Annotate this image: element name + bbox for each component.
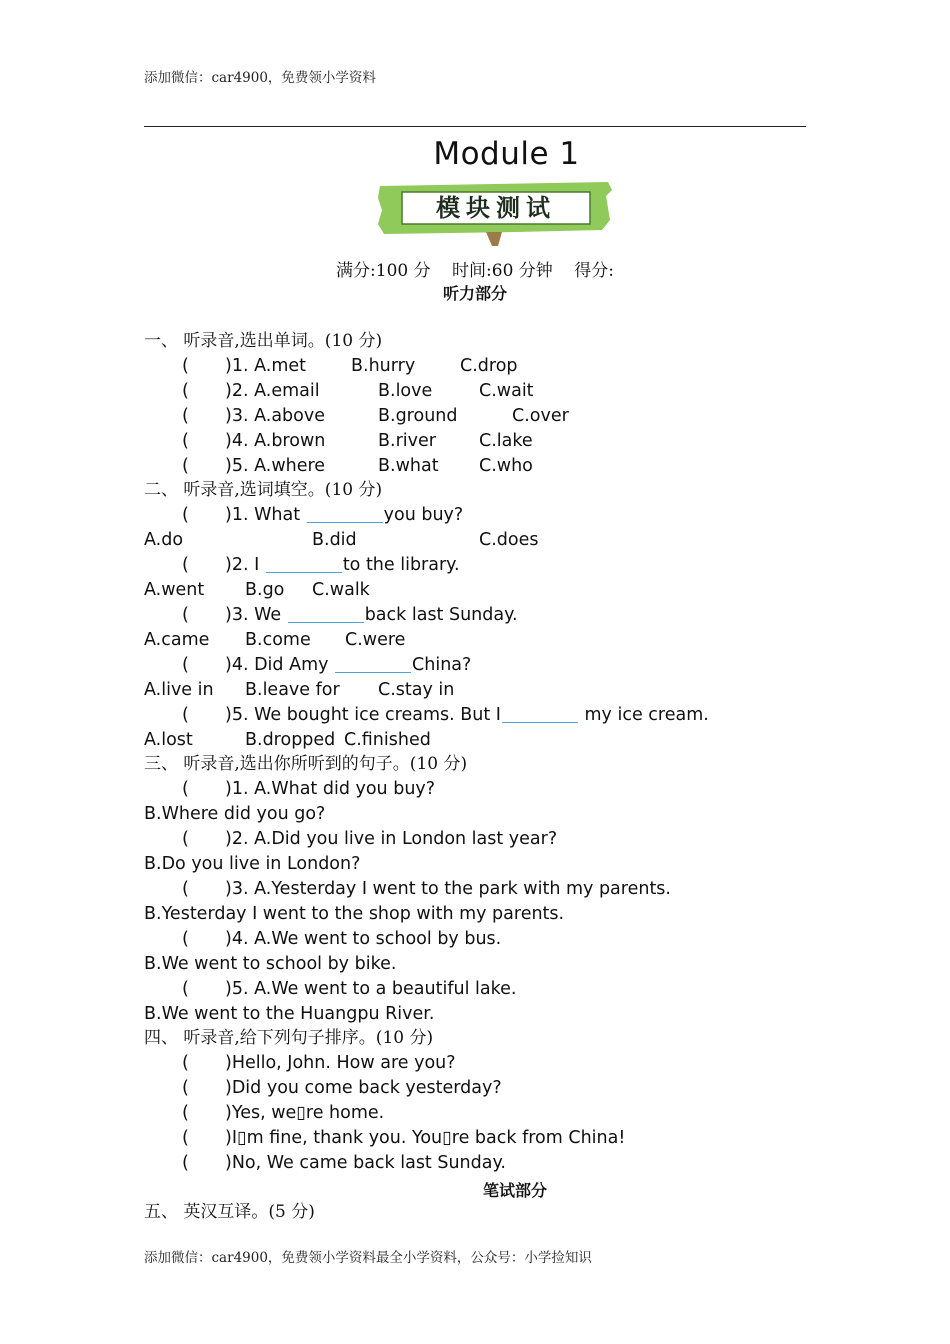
s3-q3-b: B.Yesterday I went to the shop with my parents. <box>144 904 565 924</box>
s3-q4-b: B.We went to school by bike. <box>144 954 397 974</box>
s2-q3-c: C.were <box>345 630 406 650</box>
s1-q1-c: C.drop <box>460 356 518 376</box>
s2-q2-b: B.go <box>245 580 285 600</box>
s1-q4: ( <box>182 431 189 451</box>
s1-q2-c: C.wait <box>479 381 534 401</box>
full-score: 满分:100 分 <box>336 261 431 281</box>
s2-q3-a: A.came <box>144 630 210 650</box>
s2-q2: ( )2. I to the library. <box>182 555 460 575</box>
s1-q5-b: B.what <box>378 456 439 476</box>
s1-q1-a: )1. A.met <box>225 356 306 376</box>
blank-line[interactable] <box>335 654 411 673</box>
s1-q3-c: C.over <box>512 406 569 426</box>
score-info <box>0 256 950 281</box>
footer-watermark: 添加微信：car4900，免费领小学资料最全小学资料，公众号：小学捡知识 <box>144 1250 592 1266</box>
blank-line[interactable] <box>502 704 578 723</box>
s2-q4-a: A.live in <box>144 680 214 700</box>
s1-q2: ( <box>182 381 189 401</box>
s2-q2-c: C.walk <box>312 580 370 600</box>
s2-title: 二、 听录音,选词填空。(10 分) <box>144 480 383 500</box>
s3-q5-b: B.We went to the Huangpu River. <box>144 1004 435 1024</box>
s1-q4-c: C.lake <box>479 431 533 451</box>
s3-q5-a: ( )5. A.We went to a beautiful lake. <box>182 979 517 999</box>
s2-q2-a: A.went <box>144 580 205 600</box>
s3-q4-a: ( )4. A.We went to school by bus. <box>182 929 502 949</box>
s2-q4-b: B.leave for <box>245 680 340 700</box>
s1-q4-a: )4. A.brown <box>225 431 326 451</box>
s1-q1-b: B.hurry <box>351 356 416 376</box>
s5-title: 五、 英汉互译。(5 分) <box>144 1202 315 1222</box>
s1-q4-b: B.river <box>378 431 436 451</box>
s1-q5-c: C.who <box>479 456 533 476</box>
listening-heading: 听力部分 <box>442 284 507 303</box>
s3-q1-a: ( )1. A.What did you buy? <box>182 779 436 799</box>
s2-q4-c: C.stay in <box>378 680 455 700</box>
s4-item-3: ( )Yes, we▯re home. <box>182 1103 385 1123</box>
s2-q5-a: A.lost <box>144 730 193 750</box>
s4-item-2: ( )Did you come back yesterday? <box>182 1078 502 1098</box>
s2-q5-b: B.dropped <box>245 730 336 750</box>
s2-q3: ( )3. We back last Sunday. <box>182 605 518 625</box>
score-label: 得分: <box>574 261 614 281</box>
s2-q1-c: C.does <box>479 530 539 550</box>
s2-q3-b: B.come <box>245 630 311 650</box>
s2-q4: ( )4. Did Amy China? <box>182 655 472 675</box>
module-test-banner <box>376 180 614 248</box>
s4-title: 四、 听录音,给下列句子排序。(10 分) <box>144 1028 434 1048</box>
s4-item-4: ( )I▯m fine, thank you. You▯re back from China! <box>182 1128 626 1148</box>
s1-q2-a: )2. A.email <box>225 381 320 401</box>
blank-line[interactable] <box>307 504 383 523</box>
s1-q2-b: B.love <box>378 381 433 401</box>
s3-q2-a: ( )2. A.Did you live in London last year? <box>182 829 558 849</box>
s2-q1-b: B.did <box>312 530 357 550</box>
header-rule <box>144 126 806 127</box>
s2-q5: ( )5. We bought ice creams. But I my ice cream. <box>182 705 709 725</box>
time-limit: 时间:60 分钟 <box>452 261 553 281</box>
s3-title: 三、 听录音,选出你所听到的句子。(10 分) <box>144 754 468 774</box>
s3-q1-b: B.Where did you go? <box>144 804 326 824</box>
s4-item-1: ( )Hello, John. How are you? <box>182 1053 456 1073</box>
header-watermark: 添加微信：car4900，免费领小学资料 <box>144 70 376 86</box>
s1-q3: ( <box>182 406 189 426</box>
s1-q5-a: )5. A.where <box>225 456 326 476</box>
s2-q1: ( )1. What you buy? <box>182 505 464 525</box>
s2-q1-a: A.do <box>144 530 184 550</box>
blank-line[interactable] <box>266 554 342 573</box>
s1-q5: ( <box>182 456 189 476</box>
banner-text: 模块测试 <box>436 194 556 222</box>
s1-q3-b: B.ground <box>378 406 458 426</box>
page-title: Module 1 <box>433 136 580 172</box>
s4-item-5: ( )No, We came back last Sunday. <box>182 1153 506 1173</box>
s2-q5-c: C.finished <box>344 730 431 750</box>
s3-q3-a: ( )3. A.Yesterday I went to the park with my parents. <box>182 879 671 899</box>
s1-q3-a: )3. A.above <box>225 406 325 426</box>
written-heading: 笔试部分 <box>482 1181 547 1200</box>
s3-q2-b: B.Do you live in London? <box>144 854 361 874</box>
blank-line[interactable] <box>288 604 364 623</box>
s1-title: 一、 听录音,选出单词。(10 分) <box>144 331 383 351</box>
s1-q1: ( <box>182 356 189 376</box>
